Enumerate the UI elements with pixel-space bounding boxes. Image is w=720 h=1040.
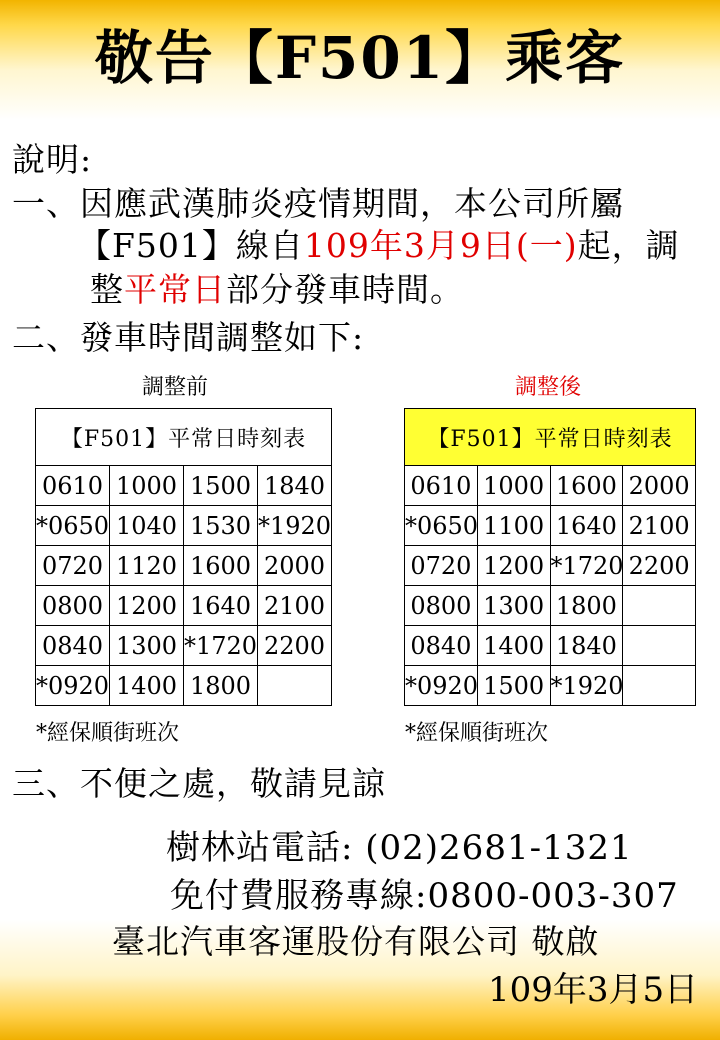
item2-heading: 二、發車時間調整如下: xyxy=(12,318,365,357)
table-row xyxy=(405,506,696,546)
table-cell: 1800 xyxy=(550,586,623,626)
toll-free-hotline: 免付費服務專線:0800-003-307 xyxy=(170,876,679,916)
table-cell: 2100 xyxy=(623,506,696,546)
table-cell: 1400 xyxy=(110,666,184,706)
table-row xyxy=(36,586,332,626)
table-cell: 1600 xyxy=(184,546,258,586)
table-cell: *0920 xyxy=(405,666,478,706)
table-cell: 1100 xyxy=(477,506,550,546)
after-footnote: *經保順街班次 xyxy=(405,721,549,746)
table-cell: 1300 xyxy=(477,586,550,626)
table-cell: 0840 xyxy=(405,626,478,666)
table-cell: *0650 xyxy=(405,506,478,546)
station-phone: 樹林站電話: (02)2681-1321 xyxy=(166,828,633,868)
item1-line3-suffix: 部分發車時間。 xyxy=(226,270,464,309)
table-cell: 1840 xyxy=(550,626,623,666)
table-cell: *1720 xyxy=(550,546,623,586)
table-cell xyxy=(623,586,696,626)
table-cell: 0800 xyxy=(405,586,478,626)
timetable-before xyxy=(35,408,332,706)
table-cell: 1000 xyxy=(110,466,184,506)
table-cell: 1600 xyxy=(550,466,623,506)
table-cell: 0720 xyxy=(36,546,110,586)
table-row xyxy=(405,666,696,706)
table-cell xyxy=(258,666,332,706)
table-row xyxy=(36,666,332,706)
item1-line1: 一、因應武漢肺炎疫情期間，本公司所屬 xyxy=(12,184,624,223)
table-cell: 1640 xyxy=(550,506,623,546)
table-cell: 1120 xyxy=(110,546,184,586)
table-cell: *1920 xyxy=(550,666,623,706)
table-cell: 0800 xyxy=(36,586,110,626)
notice-label: 說明: xyxy=(12,140,93,179)
table-row xyxy=(36,626,332,666)
table-cell: 1200 xyxy=(110,586,184,626)
table-cell: 0610 xyxy=(405,466,478,506)
table-row xyxy=(36,466,332,506)
item1-line2-suffix: 起，調 xyxy=(577,226,680,265)
table-row xyxy=(405,546,696,586)
table-cell: 1640 xyxy=(184,586,258,626)
table-cell: 2200 xyxy=(623,546,696,586)
after-caption: 調整後 xyxy=(515,375,582,400)
before-footnote: *經保順街班次 xyxy=(36,721,180,746)
timetable-after-title: 【F501】平常日時刻表 xyxy=(405,409,696,466)
table-cell xyxy=(623,666,696,706)
before-caption: 調整前 xyxy=(142,375,209,400)
route-label: 【F501】線自 xyxy=(78,226,304,265)
table-cell: 0610 xyxy=(36,466,110,506)
table-cell: 1500 xyxy=(184,466,258,506)
item1-line3 xyxy=(90,270,464,310)
table-cell xyxy=(623,626,696,666)
table-cell: 1300 xyxy=(110,626,184,666)
timetable-after xyxy=(404,408,696,706)
table-cell: 2200 xyxy=(258,626,332,666)
table-cell: *1720 xyxy=(184,626,258,666)
notice-title: 敬告【F501】乘客 xyxy=(94,24,626,92)
table-row xyxy=(36,506,332,546)
notice-date: 109年3月5日 xyxy=(488,970,699,1010)
table-cell: *0920 xyxy=(36,666,110,706)
table-row xyxy=(405,466,696,506)
table-cell: 2100 xyxy=(258,586,332,626)
table-cell: 1000 xyxy=(477,466,550,506)
table-cell: *1920 xyxy=(258,506,332,546)
table-cell: 1840 xyxy=(258,466,332,506)
timetable-before-title: 【F501】平常日時刻表 xyxy=(36,409,332,466)
table-row xyxy=(405,586,696,626)
company-signature: 臺北汽車客運股份有限公司 敬啟 xyxy=(112,922,600,961)
table-cell: 2000 xyxy=(623,466,696,506)
effective-date: 109年3月9日(一) xyxy=(303,226,578,265)
table-cell: 1530 xyxy=(184,506,258,546)
weekday-highlight: 平常日 xyxy=(124,270,226,309)
table-cell: 1200 xyxy=(477,546,550,586)
table-cell: 1400 xyxy=(477,626,550,666)
table-cell: 0840 xyxy=(36,626,110,666)
item1-line2 xyxy=(78,226,680,266)
table-cell: 2000 xyxy=(258,546,332,586)
table-row xyxy=(405,626,696,666)
table-cell: 0720 xyxy=(405,546,478,586)
table-cell: *0650 xyxy=(36,506,110,546)
table-row xyxy=(36,546,332,586)
item3-apology: 三、不便之處，敬請見諒 xyxy=(12,764,386,803)
table-cell: 1040 xyxy=(110,506,184,546)
table-cell: 1800 xyxy=(184,666,258,706)
item1-line3-prefix: 整 xyxy=(90,270,124,309)
table-cell: 1500 xyxy=(477,666,550,706)
